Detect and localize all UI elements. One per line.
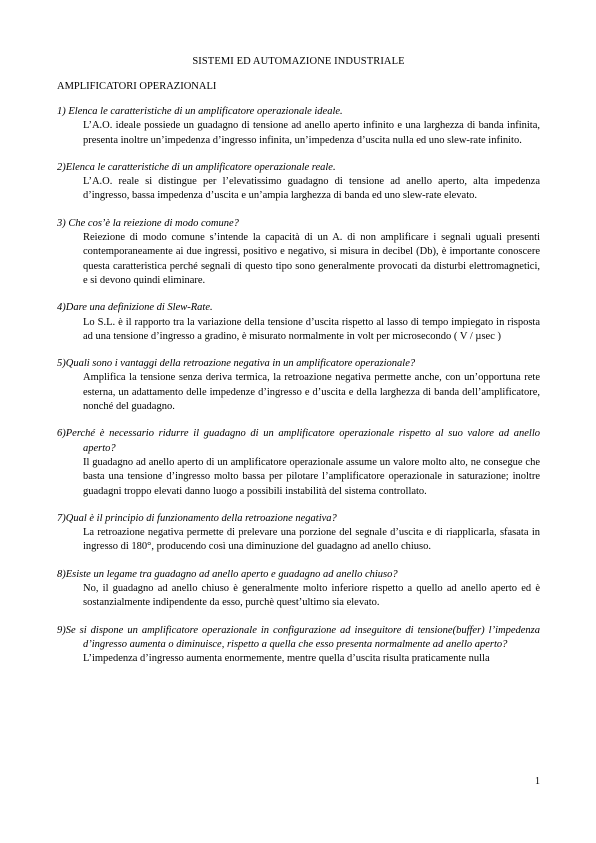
answer-8: No, il guadagno ad anello chiuso è generalmente molto inferiore rispetto a quello ad anello aperto ed è sostanzialmente indipendente da esso, purchè quest’ultimo sia elevato. bbox=[83, 583, 540, 609]
qa-item-3 bbox=[57, 217, 540, 288]
answer-3: Reiezione di modo comune s’intende la capacità di un A. di non amplificare i segnali uguali presenti contemporaneamente ai due ingressi, positivo e negativo, si misura in decibel (Db), è importante conoscere questa caratteristica perché segnali di questo tipo sono generalmente provocati da disturbi elettromagnetici, e si devono quindi eliminare. bbox=[83, 232, 540, 286]
qa-item-7 bbox=[57, 512, 540, 555]
answer-2: L’A.O. reale si distingue per l’elevatissimo guadagno di tensione ad anello aperto, alta impedenza d’ingresso, bassa impedenza d’uscita e un’ampia larghezza di banda ed uno slew-rate elevato. bbox=[83, 176, 540, 202]
answer-6: Il guadagno ad anello aperto di un amplificatore operazionale assume un valore molto alto, ne consegue che basta una tensione d’ingresso molto bassa per pilotare l’amplificatore operazionale in saturazione; inoltre guadagni troppo elevati danno luogo a possibili instabilità del sistema controllato. bbox=[83, 456, 540, 497]
answer-1: L’A.O. ideale possiede un guadagno di tensione ad anello aperto infinito e una larghezza di banda infinita, presenta inoltre un’impedenza d’ingresso infinita, un’impedenza d’uscita nulla ed uno slew-rate infinito. bbox=[83, 120, 540, 146]
question-4: 4)Dare una definizione di Slew-Rate. bbox=[57, 302, 213, 314]
question-5: 5)Quali sono i vantaggi della retroazione negativa in un amplificatore operazionale? bbox=[57, 358, 416, 370]
question-3: 3) Che cos’è la reiezione di modo comune? bbox=[57, 217, 239, 229]
qa-item-6 bbox=[57, 427, 540, 498]
question-9: 9)Se si dispone un amplificatore operazionale in configurazione ad inseguitore di tensione(buffer) l’impedenza d’ingresso aumenta o diminuisce, rispetto a quella che esso presenta normalmente ad anello aperto? bbox=[57, 624, 540, 650]
qa-item-2 bbox=[57, 161, 540, 204]
answer-9: L’impedenza d’ingresso aumenta enormemente, mentre quella d’uscita risulta praticamente nulla bbox=[83, 653, 490, 665]
answer-4: Lo S.L. è il rapporto tra la variazione della tensione d’uscita rispetto al lasso di tempo impiegato in risposta ad una tensione d’ingresso a gradino, è misurato normalmente in volt per microsecondo ( V / µsec ) bbox=[83, 316, 540, 342]
qa-item-5 bbox=[57, 357, 540, 414]
page-number: 1 bbox=[535, 776, 540, 787]
question-6: 6)Perché è necessario ridurre il guadagno di un amplificatore operazionale rispetto al suo valore ad anello aperto? bbox=[57, 428, 540, 454]
qa-item-9 bbox=[57, 624, 540, 667]
document-page bbox=[57, 55, 540, 680]
document-title: SISTEMI ED AUTOMAZIONE INDUSTRIALE bbox=[192, 56, 405, 67]
answer-5: Amplifica la tensione senza deriva termica, la retroazione negativa permette anche, con un’opportuna rete esterna, un adattamento delle impedenze d’ingresso e d’uscita e della larghezza di banda dell’amplificatore, nonché del guadagno. bbox=[83, 372, 540, 413]
qa-item-8 bbox=[57, 568, 540, 611]
section-heading: AMPLIFICATORI OPERAZIONALI bbox=[57, 81, 217, 92]
question-1: 1) Elenca le caratteristiche di un amplificatore operazionale ideale. bbox=[57, 106, 343, 117]
answer-7: La retroazione negativa permette di prelevare una porzione del segnale d’uscita e di riapplicarla, sfasata in ingresso di 180°, producendo così una diminuzione del guadagno ad anello chiuso. bbox=[83, 527, 540, 553]
question-8: 8)Esiste un legame tra guadagno ad anello aperto e guadagno ad anello chiuso? bbox=[57, 568, 398, 580]
qa-item-4 bbox=[57, 301, 540, 344]
question-7: 7)Qual è il principio di funzionamento della retroazione negativa? bbox=[57, 512, 337, 524]
question-2: 2)Elenca le caratteristiche di un amplificatore operazionale reale. bbox=[57, 161, 336, 173]
qa-item-1 bbox=[57, 105, 540, 148]
